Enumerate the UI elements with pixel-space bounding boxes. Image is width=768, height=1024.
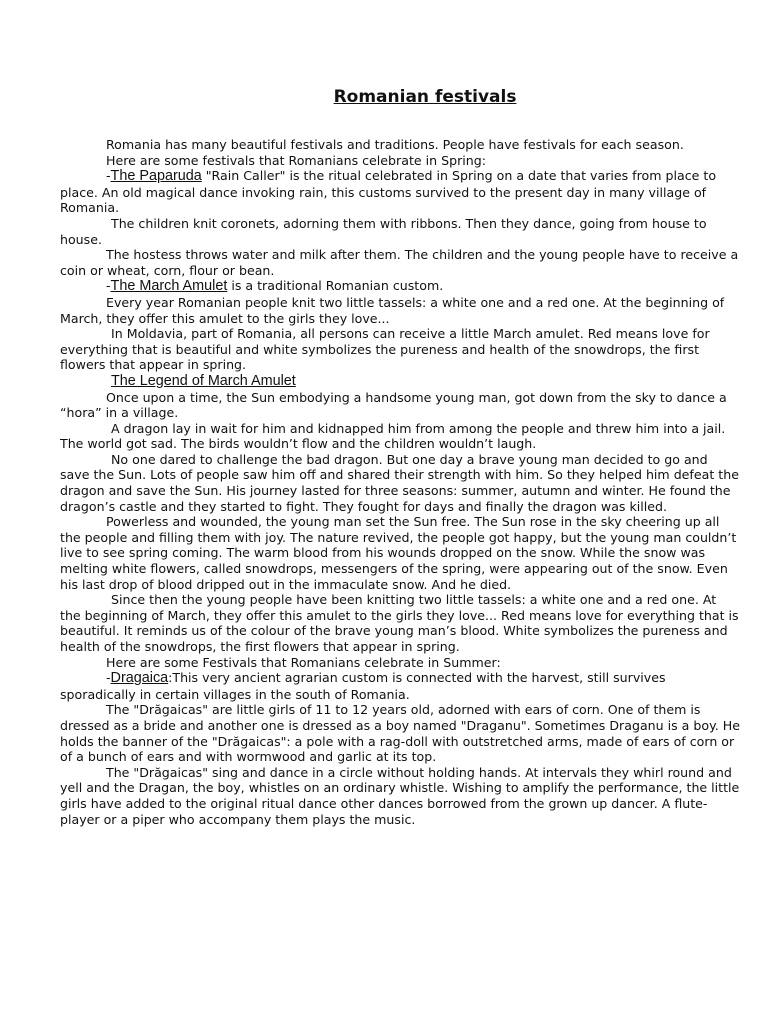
dragaica-paragraph-3: The "Drăgaicas" sing and dance in a circle without holding hands. At intervals they whirl round and yell and the Dragan, the boy, whistles on an ordinary whistle. Wishing to amplify the performance, the little girls have added to the original ritual dance other dances borrowed from the grown up dancer. A flute-player or a piper who accompany them plays the music. (60, 764, 740, 827)
dragaica-heading: Dragaica (110, 670, 169, 687)
legend-heading: The Legend of March Amulet (111, 372, 296, 389)
dragaica-paragraph (60, 670, 740, 702)
spring-intro-paragraph: Here are some festivals that Romanians celebrate in Spring: (106, 152, 487, 168)
march-amulet-text: is a traditional Romanian custom. (227, 278, 444, 294)
dragaica-dash: - (106, 670, 111, 686)
march-amulet-paragraph-3: In Moldavia, part of Romania, all persons can receive a little March amulet. Red means love for everything that is beautiful and white symbolizes the pureness and health of the snowdrops, the first flowers that appear in spring. (60, 326, 710, 373)
legend-heading-line (60, 373, 740, 390)
legend-paragraph-1: Once upon a time, the Sun embodying a handsome young man, got down from the sky to dance a “hora” in a village. (60, 389, 727, 421)
legend-paragraph-4: Powerless and wounded, the young man set the Sun free. The Sun rose in the sky cheering up all the people and filling them with joy. The nature revived, the people got happy, but the young man couldn’t live to see spring coming. The warm blood from his wounds dropped on the snow. While the snow was melting white flowers, called snowdrops, messengers of the spring, were appearing out of the snow. Even his last drop of blood dripped out in the immaculate snow. And he died. (60, 514, 737, 592)
paparuda-text: "Rain Caller" is the ritual celebrated in Spring on a date that varies from place to place. An old magical dance invoking rain, this customs survived to the present day in many village of Romania. (60, 168, 717, 216)
paparuda-paragraph (60, 168, 740, 216)
legend-paragraph-2: A dragon lay in wait for him and kidnapped him from among the people and threw him into a jail. The world got sad. The birds wouldn’t flow and the children wouldn’t laugh. (60, 420, 726, 452)
legend-paragraph-5: Since then the young people have been knitting two little tassels: a white one and a red one. At the beginning of March, they offer this amulet to the girls they love... Red means love for everything that is beautiful. It reminds us of the colour of the brave young man’s blood. White symbolizes the pureness and health of the snowdrops, the first flowers that appear in spring. (60, 592, 739, 654)
summer-intro-paragraph: Here are some Festivals that Romanians celebrate in Summer: (106, 654, 501, 670)
paparuda-paragraph-2: The children knit coronets, adorning them with ribbons. Then they dance, going from house to house. (60, 215, 707, 247)
march-amulet-heading: The March Amulet (110, 278, 228, 295)
document-body (60, 86, 740, 827)
march-amulet-dash: - (106, 278, 111, 294)
page-title: Romanian festivals (333, 87, 517, 107)
paparuda-dash: - (106, 168, 111, 184)
march-amulet-paragraph (60, 278, 740, 295)
march-amulet-paragraph-2: Every year Romanian people knit two little tassels: a white one and a red one. At the beginning of March, they offer this amulet to the girls they love... (60, 294, 725, 326)
intro-paragraph: Romania has many beautiful festivals and traditions. People have festivals for each season. (106, 137, 684, 152)
dragaica-text: :This very ancient agrarian custom is connected with the harvest, still survives sporadically in certain villages in the south of Romania. (60, 670, 666, 702)
dragaica-paragraph-2: The "Drăgaicas" are little girls of 11 to 12 years old, adorned with ears of corn. One of them is dressed as a bride and another one is dressed as a boy named "Draganu". Sometimes Draganu is a boy. He holds the banner of the "Drăgaicas": a pole with a rag-doll with outstretched arms, made of ears of corn or of a bunch of ears and with wormwood and garlic at its top. (60, 702, 740, 765)
legend-paragraph-3: No one dared to challenge the bad dragon. But one day a brave young man decided to go and save the Sun. Lots of people saw him off and shared their strength with him. So they helped him defeat the dragon and save the Sun. His journey lasted for three seasons: summer, autumn and winter. He found the dragon’s castle and they started to fight. They fought for days and finally the dragon was killed. (60, 451, 739, 514)
paparuda-heading: The Paparuda (110, 168, 202, 185)
paparuda-paragraph-3: The hostess throws water and milk after them. The children and the young people have to receive a coin or wheat, corn, flour or bean. (60, 247, 739, 278)
